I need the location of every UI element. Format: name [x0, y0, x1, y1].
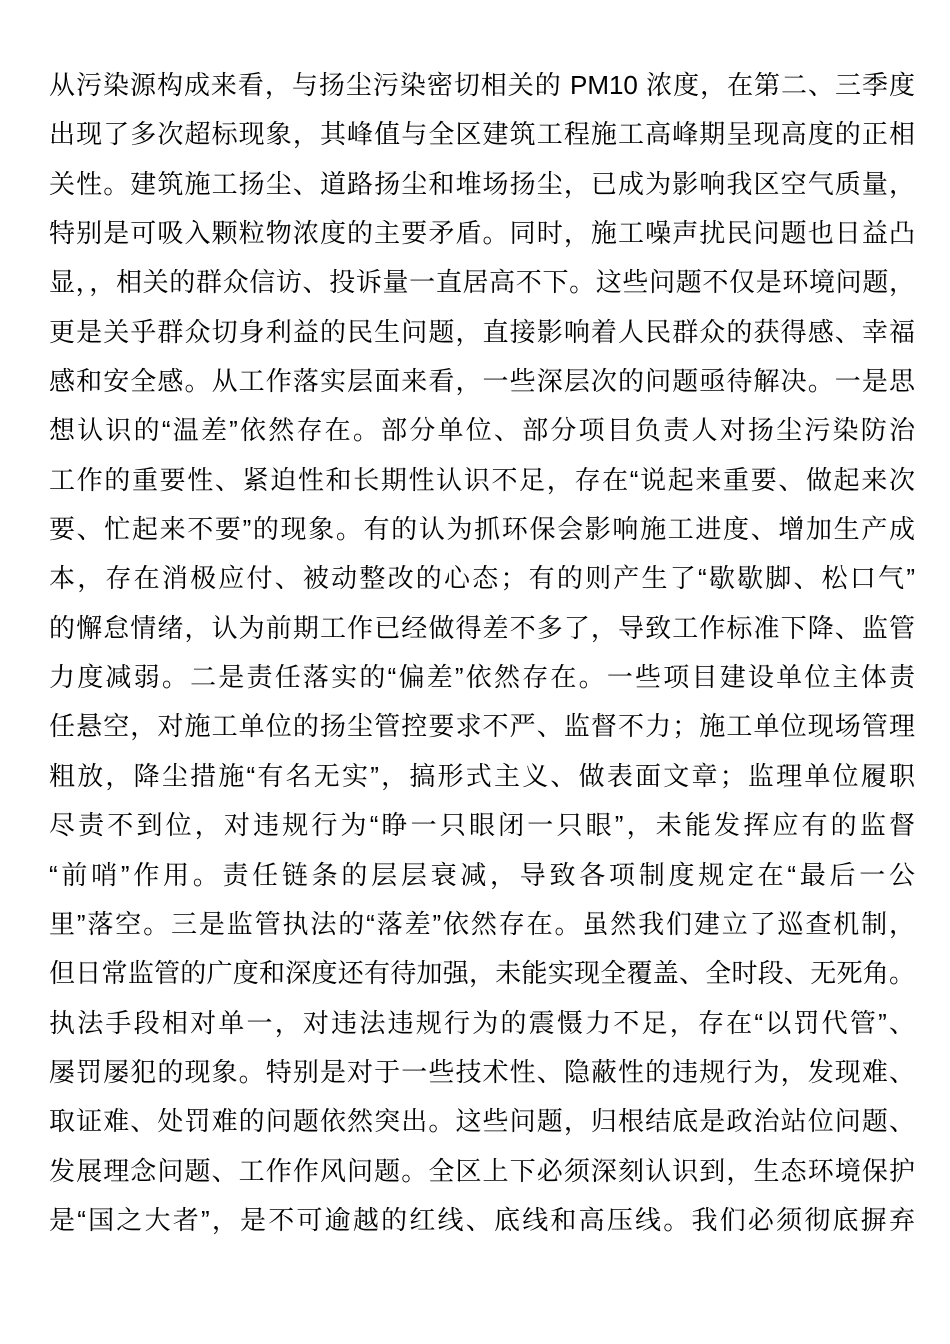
text-line: 要、忙起来不要”的现象。有的认为抓环保会影响施工进度、增加生产成 — [49, 514, 915, 545]
text-line: 力度减弱。二是责任落实的“偏差”依然存在。一些项目建设单位主体责 — [49, 662, 915, 693]
text-line: 尽责不到位，对违规行为“睁一只眼闭一只眼”，未能发挥应有的监督 — [49, 810, 915, 841]
text-line: 从污染源构成来看，与扬尘污染密切相关的 PM10 浓度，在第二、三季度 — [49, 70, 915, 100]
text-line: 本，存在消极应付、被动整改的心态；有的则产生了“歇歇脚、松口气” — [49, 563, 915, 594]
text-line: 是“国之大者”，是不可逾越的红线、底线和高压线。我们必须彻底摒弃 — [49, 1204, 915, 1235]
text-line: 任悬空，对施工单位的扬尘管控要求不严、监督不力；施工单位现场管理 — [49, 711, 915, 742]
text-line: 执法手段相对单一，对违法违规行为的震慑力不足，存在“以罚代管”、 — [49, 1007, 915, 1038]
text-line: 想认识的“温差”依然存在。部分单位、部分项目负责人对扬尘污染防治 — [49, 415, 915, 446]
text-line: 关性。建筑施工扬尘、道路扬尘和堆场扬尘，已成为影响我区空气质量， — [49, 168, 915, 199]
text-line: 特别是可吸入颗粒物浓度的主要矛盾。同时，施工噪声扰民问题也日益凸 — [49, 218, 915, 249]
text-line: 屡罚屡犯的现象。特别是对于一些技术性、隐蔽性的违规行为，发现难、 — [49, 1056, 915, 1087]
text-line: 粗放，降尘措施“有名无实”，搞形式主义、做表面文章；监理单位履职 — [49, 760, 915, 791]
text-line: “前哨”作用。责任链条的层层衰减，导致各项制度规定在“最后一公 — [49, 859, 915, 890]
text-line: 显，，相关的群众信访、投诉量一直居高不下。这些问题不仅是环境问题， — [49, 267, 915, 298]
text-line: 出现了多次超标现象，其峰值与全区建筑工程施工高峰期呈现高度的正相 — [49, 119, 915, 150]
text-line: 取证难、处罚难的问题依然突出。这些问题，归根结底是政治站位问题、 — [49, 1106, 915, 1137]
text-line: 发展理念问题、工作作风问题。全区上下必须深刻认识到，生态环境保护 — [49, 1155, 915, 1186]
text-line: 的懈怠情绪，认为前期工作已经做得差不多了，导致工作标准下降、监管 — [49, 612, 915, 643]
text-line: 但日常监管的广度和深度还有待加强，未能实现全覆盖、全时段、无死角。 — [49, 958, 915, 989]
text-line: 更是关乎群众切身利益的民生问题，直接影响着人民群众的获得感、幸福 — [49, 316, 915, 347]
text-line: 感和安全感。从工作落实层面来看，一些深层次的问题亟待解决。一是思 — [49, 366, 915, 397]
text-line: 里”落空。三是监管执法的“落差”依然存在。虽然我们建立了巡查机制， — [49, 908, 915, 939]
text-line: 工作的重要性、紧迫性和长期性认识不足，存在“说起来重要、做起来次 — [49, 464, 915, 495]
document-paragraph — [49, 61, 915, 1245]
